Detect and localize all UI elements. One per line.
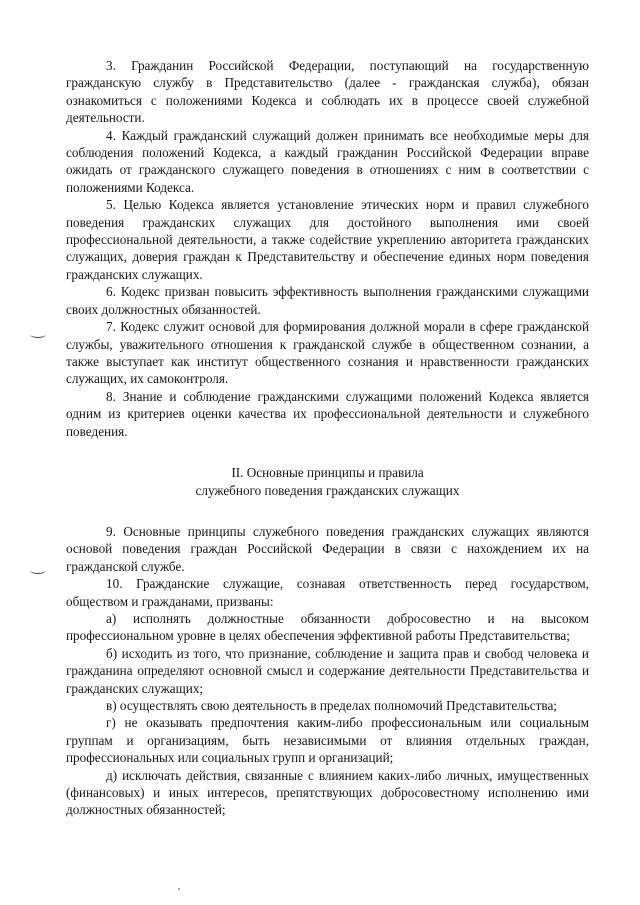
- list-item-a: а) исполнять должностные обязанности добросовестно и на высоком профессиональном уровне в целях обеспечения эффективной работы Представительства;: [66, 610, 589, 644]
- paragraph-10: 10. Гражданские служащие, сознавая ответственность перед государством, обществом и гражданами, призваны:: [66, 576, 589, 609]
- section-heading: [66, 464, 589, 500]
- paragraph-7: 7. Кодекс служит основой для формирования должной морали в сфере гражданской службы, уважительного отношения к гражданской службе в общественном сознании, а также выступает как институт общественного сознания и нравственности гражданских служащих, их самоконтроля.: [66, 319, 589, 387]
- section-heading-line-2: служебного поведения гражданских служащих: [195, 482, 460, 498]
- scan-speck: [178, 888, 180, 890]
- list-item-d: д) исключать действия, связанные с влиянием каких-либо личных, имущественных (финансовых) и иных интересов, препятствующих добросовестному исполнению ими должностных обязанностей;: [66, 767, 589, 818]
- paragraph-5: 5. Целью Кодекса является установление этических норм и правил служебного поведения гражданских служащих для достойного выполнения ими своей профессиональной деятельности, а также содействие укреплению авторитета гражданских служащих, доверия граждан к Представительству и обеспечение единых норм поведения гражданских служащих.: [66, 197, 589, 282]
- paragraph-9: 9. Основные принципы служебного поведения гражданских служащих являются основой поведения граждан Российской Федерации в связи с нахождением их на гражданской службе.: [66, 523, 589, 574]
- document-body: [66, 57, 589, 819]
- list-item-b: б) исходить из того, что признание, соблюдение и защита прав и свобод человека и гражданина определяют основной смысл и содержание деятельности Представительства и гражданских служащих;: [66, 645, 589, 696]
- paragraph-8: 8. Знание и соблюдение гражданскими служащими положений Кодекса является одним из критериев оценки качества их профессиональной деятельности и служебного поведения.: [66, 388, 589, 439]
- list-item-g: г) не оказывать предпочтения каким-либо профессиональным или социальным группам и организациям, быть независимыми от влияния отдельных граждан, профессиональных или социальных групп и организаций;: [66, 715, 589, 766]
- list-item-v: в) осуществлять свою деятельность в пределах полномочий Представительства;: [106, 698, 557, 713]
- margin-mark: [30, 331, 46, 338]
- paragraph-4: 4. Каждый гражданский служащий должен принимать все необходимые меры для соблюдения положений Кодекса, а каждый гражданин Российской Федерации вправе ожидать от гражданского служащего поведения в отношениях с ним в соответствии с положениями Кодекса.: [66, 127, 589, 195]
- section-heading-line-1: II. Основные принципы и правила: [231, 464, 424, 480]
- paragraph-3: 3. Гражданин Российской Федерации, поступающий на государственную гражданскую службу в Представительство (далее - гражданская служба), обязан ознакомиться с положениями Кодекса и соблюдать их в процессе своей служебной деятельности.: [66, 58, 589, 126]
- paragraph-6: 6. Кодекс призван повысить эффективность выполнения гражданскими служащими своих должностных обязанностей.: [66, 284, 589, 317]
- margin-mark: [30, 567, 46, 574]
